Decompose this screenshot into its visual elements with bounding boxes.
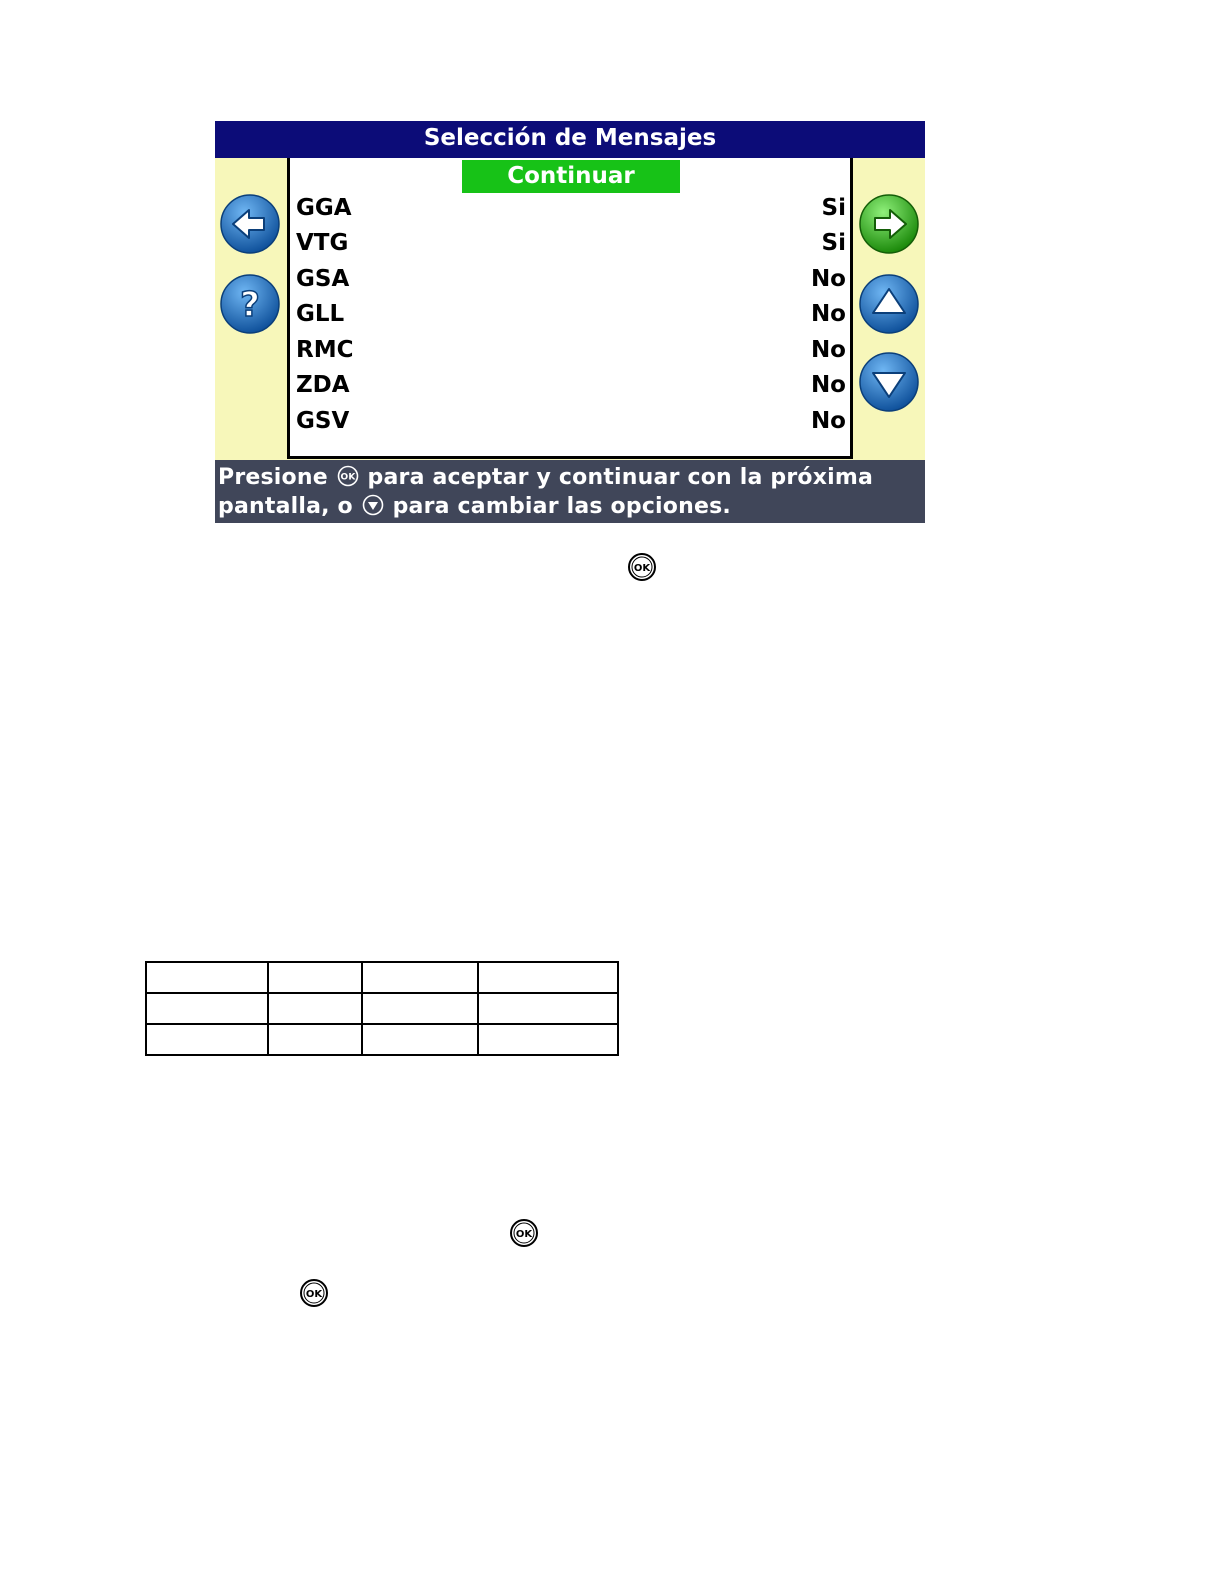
message-row-gga[interactable] bbox=[296, 191, 846, 226]
message-name: VTG bbox=[296, 230, 349, 256]
table-cell bbox=[478, 1024, 618, 1055]
message-row-vtg[interactable] bbox=[296, 226, 846, 261]
message-list bbox=[287, 158, 853, 459]
message-name: RMC bbox=[296, 337, 354, 363]
message-value: Si bbox=[821, 195, 846, 221]
table-cell bbox=[362, 993, 478, 1024]
message-value: Si bbox=[821, 230, 846, 256]
table-cell bbox=[478, 962, 618, 993]
help-icon[interactable] bbox=[219, 273, 281, 335]
instruction-footer bbox=[215, 460, 925, 523]
ok-button-icon bbox=[509, 1218, 539, 1248]
table-cell bbox=[268, 993, 362, 1024]
device-screen bbox=[215, 121, 925, 523]
screen-title: Selección de Mensajes bbox=[215, 121, 925, 159]
svg-text:OK: OK bbox=[515, 1229, 533, 1240]
table-cell bbox=[146, 1024, 268, 1055]
svg-text:?: ? bbox=[240, 285, 260, 325]
back-arrow-icon[interactable] bbox=[219, 193, 281, 255]
table-cell bbox=[362, 1024, 478, 1055]
table-row bbox=[146, 962, 618, 993]
down-arrow-icon[interactable] bbox=[858, 351, 920, 413]
table-cell bbox=[362, 962, 478, 993]
continue-button[interactable]: Continuar bbox=[462, 160, 680, 193]
message-value: No bbox=[810, 372, 846, 398]
message-row-zda[interactable] bbox=[296, 368, 846, 403]
message-row-gsa[interactable] bbox=[296, 262, 846, 297]
table-cell bbox=[268, 1024, 362, 1055]
message-name: GSA bbox=[296, 266, 350, 292]
svg-text:OK: OK bbox=[340, 472, 356, 483]
message-name: ZDA bbox=[296, 372, 350, 398]
svg-text:OK: OK bbox=[633, 563, 651, 574]
table-cell bbox=[146, 962, 268, 993]
footer-text: para cambiar las opciones. bbox=[392, 494, 731, 519]
ok-button-icon bbox=[337, 465, 359, 487]
message-row-gll[interactable] bbox=[296, 297, 846, 332]
message-name: GGA bbox=[296, 195, 352, 221]
footer-text: para aceptar y continuar con la próxima bbox=[367, 465, 874, 490]
document-table bbox=[145, 961, 619, 1056]
message-name: GSV bbox=[296, 408, 350, 434]
table-cell bbox=[478, 993, 618, 1024]
next-arrow-icon[interactable] bbox=[858, 193, 920, 255]
message-value: No bbox=[810, 266, 846, 292]
up-arrow-icon[interactable] bbox=[858, 273, 920, 335]
footer-text: pantalla, o bbox=[218, 494, 353, 519]
table-row bbox=[146, 993, 618, 1024]
ok-button-icon bbox=[299, 1278, 329, 1308]
footer-text: Presione bbox=[218, 465, 328, 490]
message-row-rmc[interactable] bbox=[296, 333, 846, 368]
message-value: No bbox=[810, 337, 846, 363]
table-cell bbox=[146, 993, 268, 1024]
svg-text:OK: OK bbox=[305, 1289, 323, 1300]
message-name: GLL bbox=[296, 301, 345, 327]
message-value: No bbox=[810, 301, 846, 327]
down-arrow-icon bbox=[362, 494, 384, 516]
message-value: No bbox=[810, 408, 846, 434]
table-row bbox=[146, 1024, 618, 1055]
ok-button-icon bbox=[627, 552, 657, 582]
table-cell bbox=[268, 962, 362, 993]
message-row-gsv[interactable] bbox=[296, 404, 846, 439]
